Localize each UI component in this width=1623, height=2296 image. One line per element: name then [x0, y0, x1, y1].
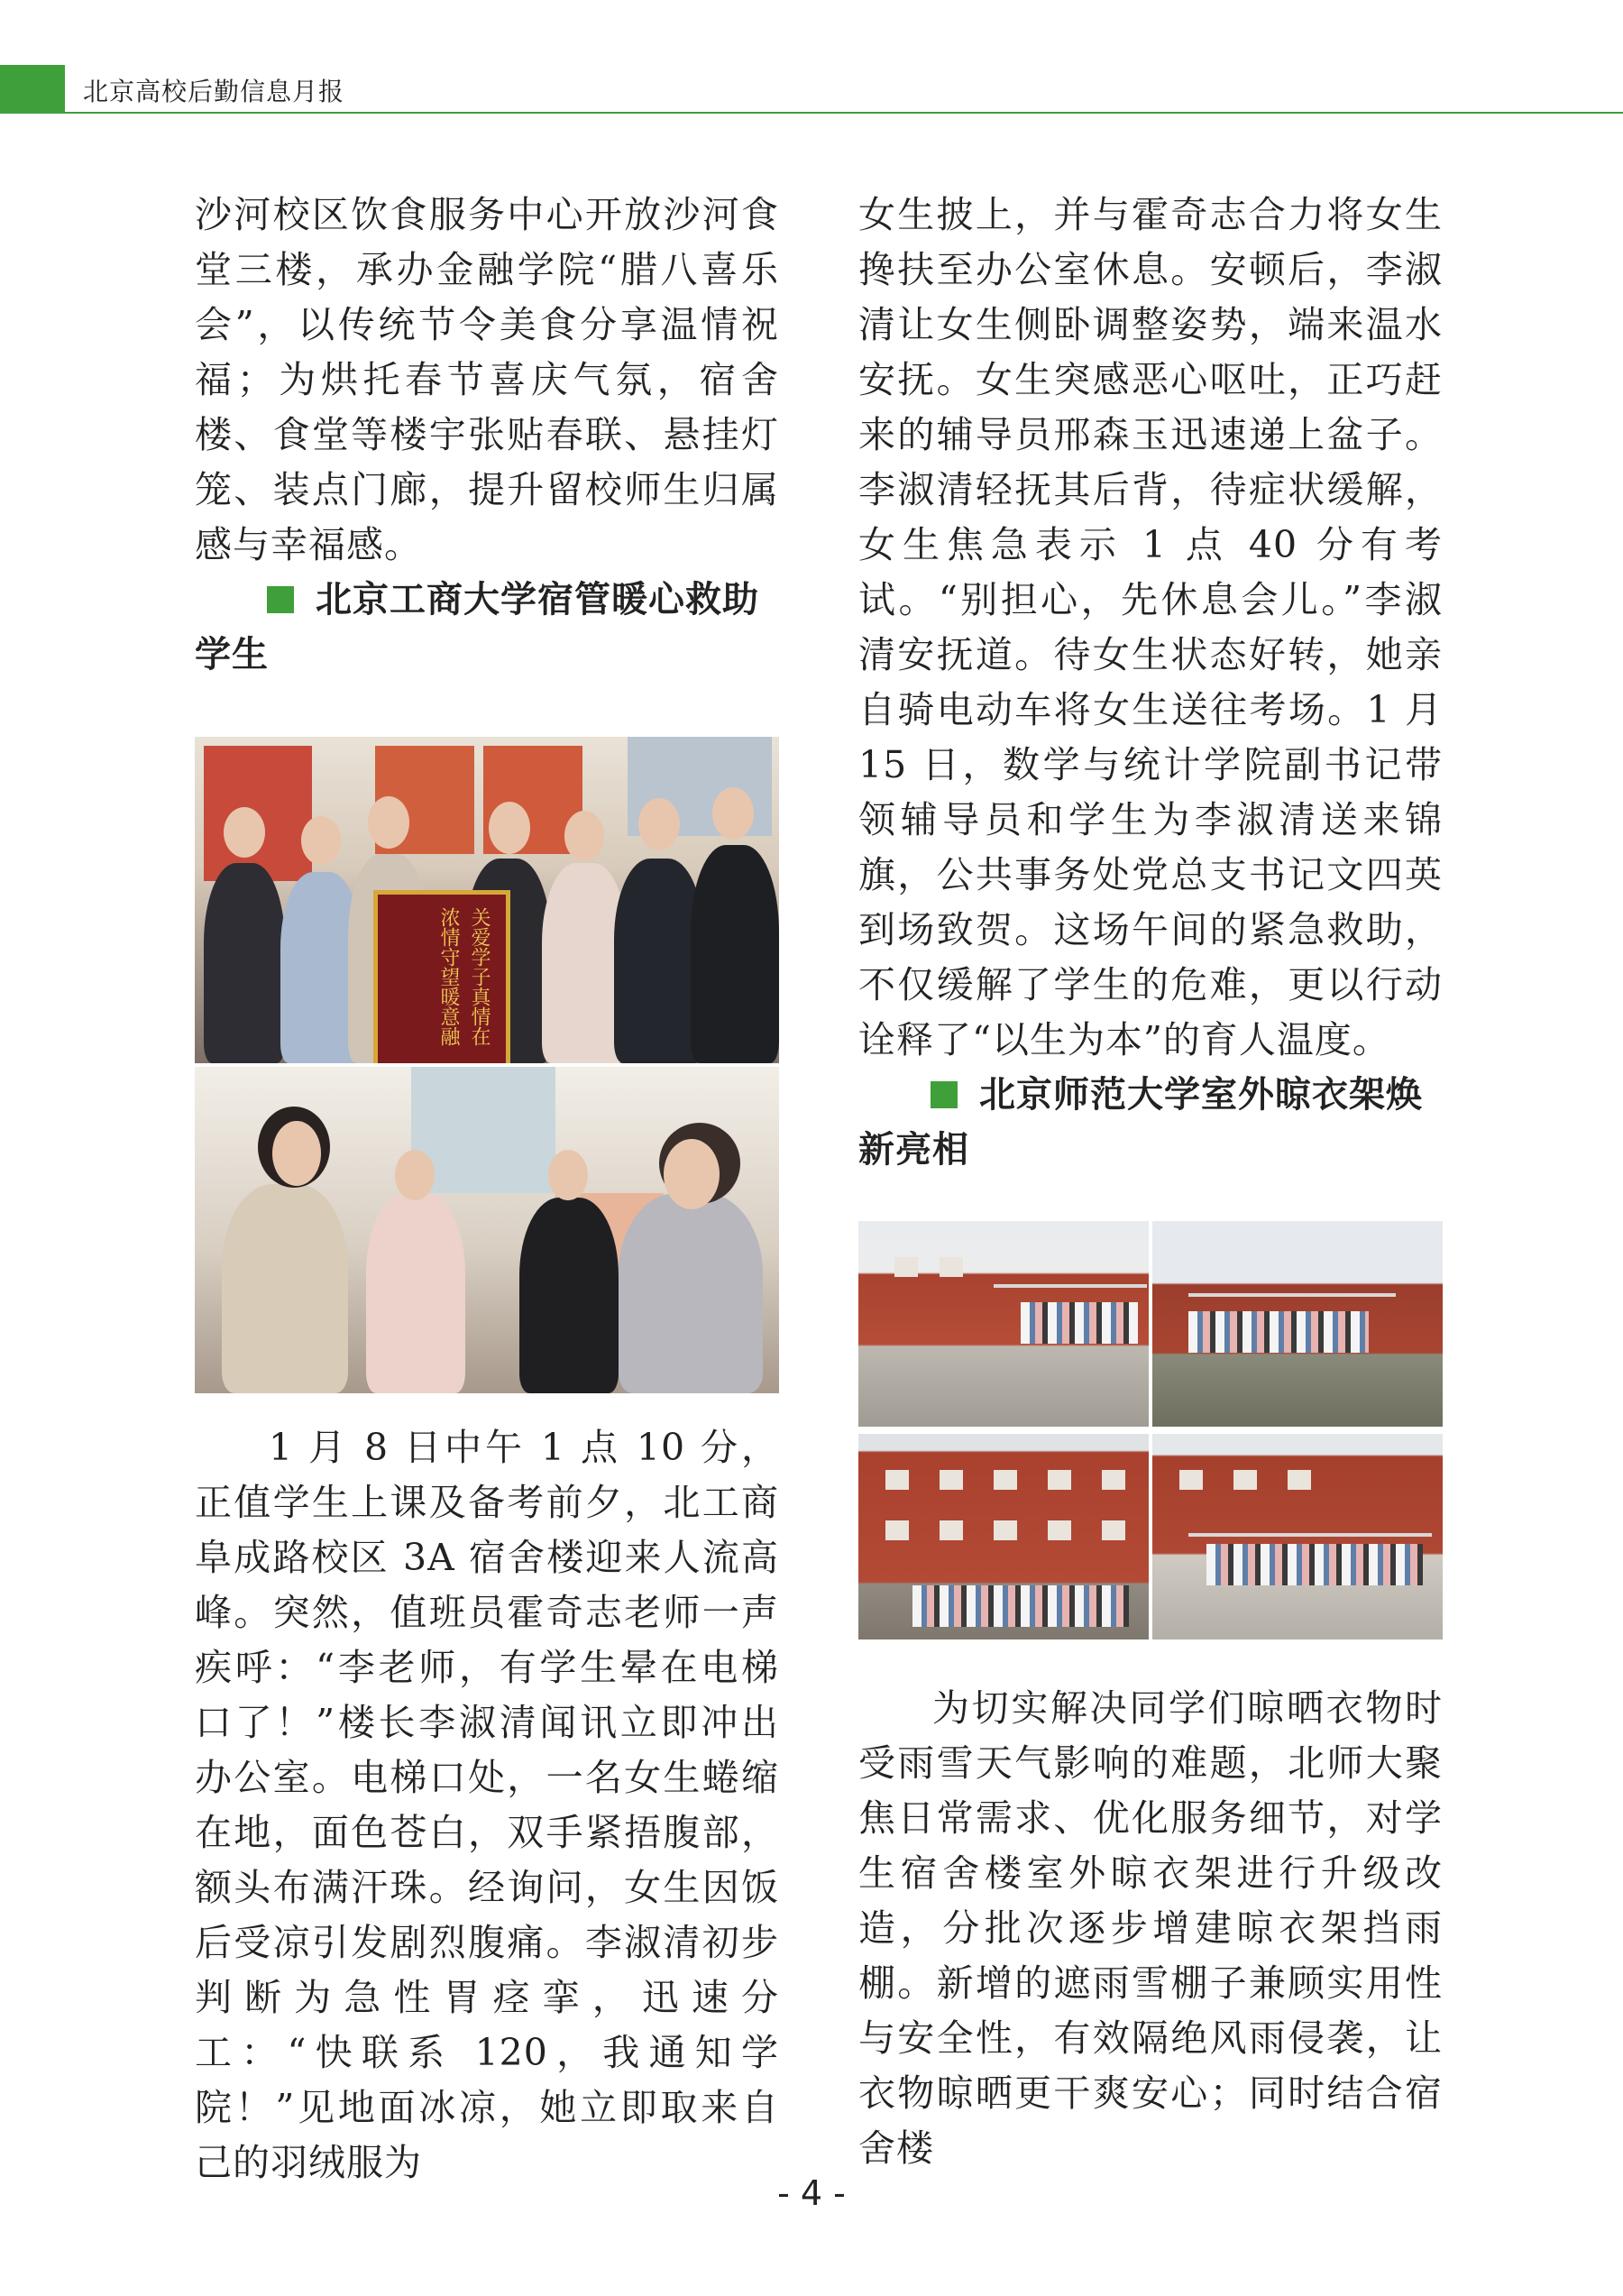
photo-dorm-office-visit	[195, 1067, 779, 1393]
silk-banner	[373, 890, 510, 1063]
story-paragraph: 1 月 8 日中午 1 点 10 分，正值学生上课及备考前夕，北工商阜成路校区 3A 宿舍楼迎来人流高峰。突然，值班员霍奇志老师一声疾呼：“李老师，有学生晕在电梯口了！”楼长李淑清闻讯立即冲出办公室。电梯口处，一名女生蜷缩在地，面色苍白，双手紧捂腹部，额头布满汗珠。经询问，女生因饭后受凉引发剧烈腹痛。李淑清初步判断为急性胃痉挛，迅速分工：“快联系 120，我通知学院！”见地面冰凉，她立即取来自己的羽绒服为	[195, 1426, 779, 2184]
page-number: - 4 -	[777, 2173, 846, 2213]
right-column	[858, 188, 1443, 2176]
window	[940, 1470, 963, 1490]
hanging-clothes	[912, 1585, 1129, 1627]
rack-canopy	[994, 1284, 1147, 1288]
face	[395, 1150, 435, 1200]
section-heading-btbu	[195, 573, 779, 683]
face	[548, 1150, 588, 1200]
banner-line-2: 浓情守望暖意融	[437, 907, 460, 1046]
person	[619, 1193, 763, 1393]
face	[712, 787, 754, 840]
header-accent-bar	[0, 65, 65, 112]
bnu-paragraph: 为切实解决同学们晾晒衣物时受雨雪天气影响的难题，北师大聚焦日常需求、优化服务细节，对学生宿舍楼室外晾衣架进行升级改造，分批次逐步增建晾衣架挡雨棚。新增的遮雨雪棚子兼顾实用性与安全性，有效隔绝风雨侵袭，让衣物晾晒更干爽安心；同时结合宿舍楼	[858, 1686, 1443, 2170]
window	[994, 1470, 1017, 1490]
section-title-bnu: 北京师范大学室外晾衣架焕新亮相	[858, 1074, 1423, 1171]
hanging-clothes	[1188, 1311, 1369, 1353]
face	[638, 798, 680, 850]
newsletter-title: 北京高校后勤信息月报	[83, 77, 345, 106]
photo-clothes-rack-4	[1152, 1434, 1443, 1639]
window	[940, 1257, 963, 1277]
person	[691, 845, 779, 1063]
window	[1048, 1520, 1071, 1540]
window	[1179, 1470, 1203, 1490]
window	[1048, 1470, 1071, 1490]
face	[564, 811, 604, 861]
page-header	[0, 65, 1623, 112]
window	[1102, 1470, 1125, 1490]
window	[894, 1257, 918, 1277]
header-rule	[0, 112, 1623, 114]
person	[366, 1193, 465, 1393]
hanging-clothes	[1021, 1302, 1138, 1344]
green-square-bullet-icon	[267, 586, 294, 613]
green-square-bullet-icon	[931, 1081, 958, 1108]
window	[885, 1470, 909, 1490]
hanging-clothes	[1206, 1544, 1423, 1585]
section-title-btbu: 北京工商大学宿管暖心救助学生	[195, 579, 759, 675]
face	[368, 796, 409, 849]
section-heading-bnu	[858, 1068, 1443, 1178]
person	[222, 1184, 348, 1393]
photo-clothes-rack-1	[858, 1221, 1149, 1427]
window	[1233, 1470, 1257, 1490]
photo-clothes-rack-3	[858, 1434, 1149, 1639]
person	[204, 863, 285, 1063]
face	[272, 1121, 321, 1186]
left-column	[195, 188, 779, 2190]
photo-award-ceremony	[195, 737, 779, 1063]
person	[519, 1198, 619, 1393]
window	[885, 1520, 909, 1540]
rack-canopy	[1188, 1533, 1432, 1537]
banner-line-1: 关爱学子真情在	[468, 907, 491, 1046]
intro-paragraph: 沙河校区饮食服务中心开放沙河食堂三楼，承办金融学院“腊八喜乐会”，以传统节令美食分享温情祝福；为烘托春节喜庆气氛，宿舍楼、食堂等楼宇张贴春联、悬挂灯笼、装点门廊，提升留校师生归属感与幸福感。	[195, 193, 779, 566]
photo-clothes-rack-2	[1152, 1221, 1443, 1427]
window	[994, 1520, 1017, 1540]
rack-canopy	[1188, 1293, 1396, 1297]
story-paragraph-continued: 女生披上，并与霍奇志合力将女生搀扶至办公室休息。安顿后，李淑清让女生侧卧调整姿势，端来温水安抚。女生突感恶心呕吐，正巧赶来的辅导员邢森玉迅速递上盆子。李淑清轻抚其后背，待症状缓解，女生焦急表示 1 点 40 分有考试。“别担心，先休息会儿。”李淑清安抚道。待女生状态好转，她亲自骑电动车将女生送往考场。1 月 15 日，数学与统计学院副书记带领辅导员和学生为李淑清送来锦旗，公共事务处党总支书记文四英到场致贺。这场午间的紧急救助，不仅缓解了学生的危难，更以行动诠释了“以生为本”的育人温度。	[858, 193, 1443, 1061]
window	[940, 1520, 963, 1540]
window	[1102, 1520, 1125, 1540]
face	[489, 802, 530, 854]
photo-grid-clothes-racks	[858, 1221, 1443, 1639]
face	[224, 807, 265, 858]
face	[664, 1139, 720, 1209]
face	[301, 816, 341, 865]
window	[1288, 1470, 1311, 1490]
